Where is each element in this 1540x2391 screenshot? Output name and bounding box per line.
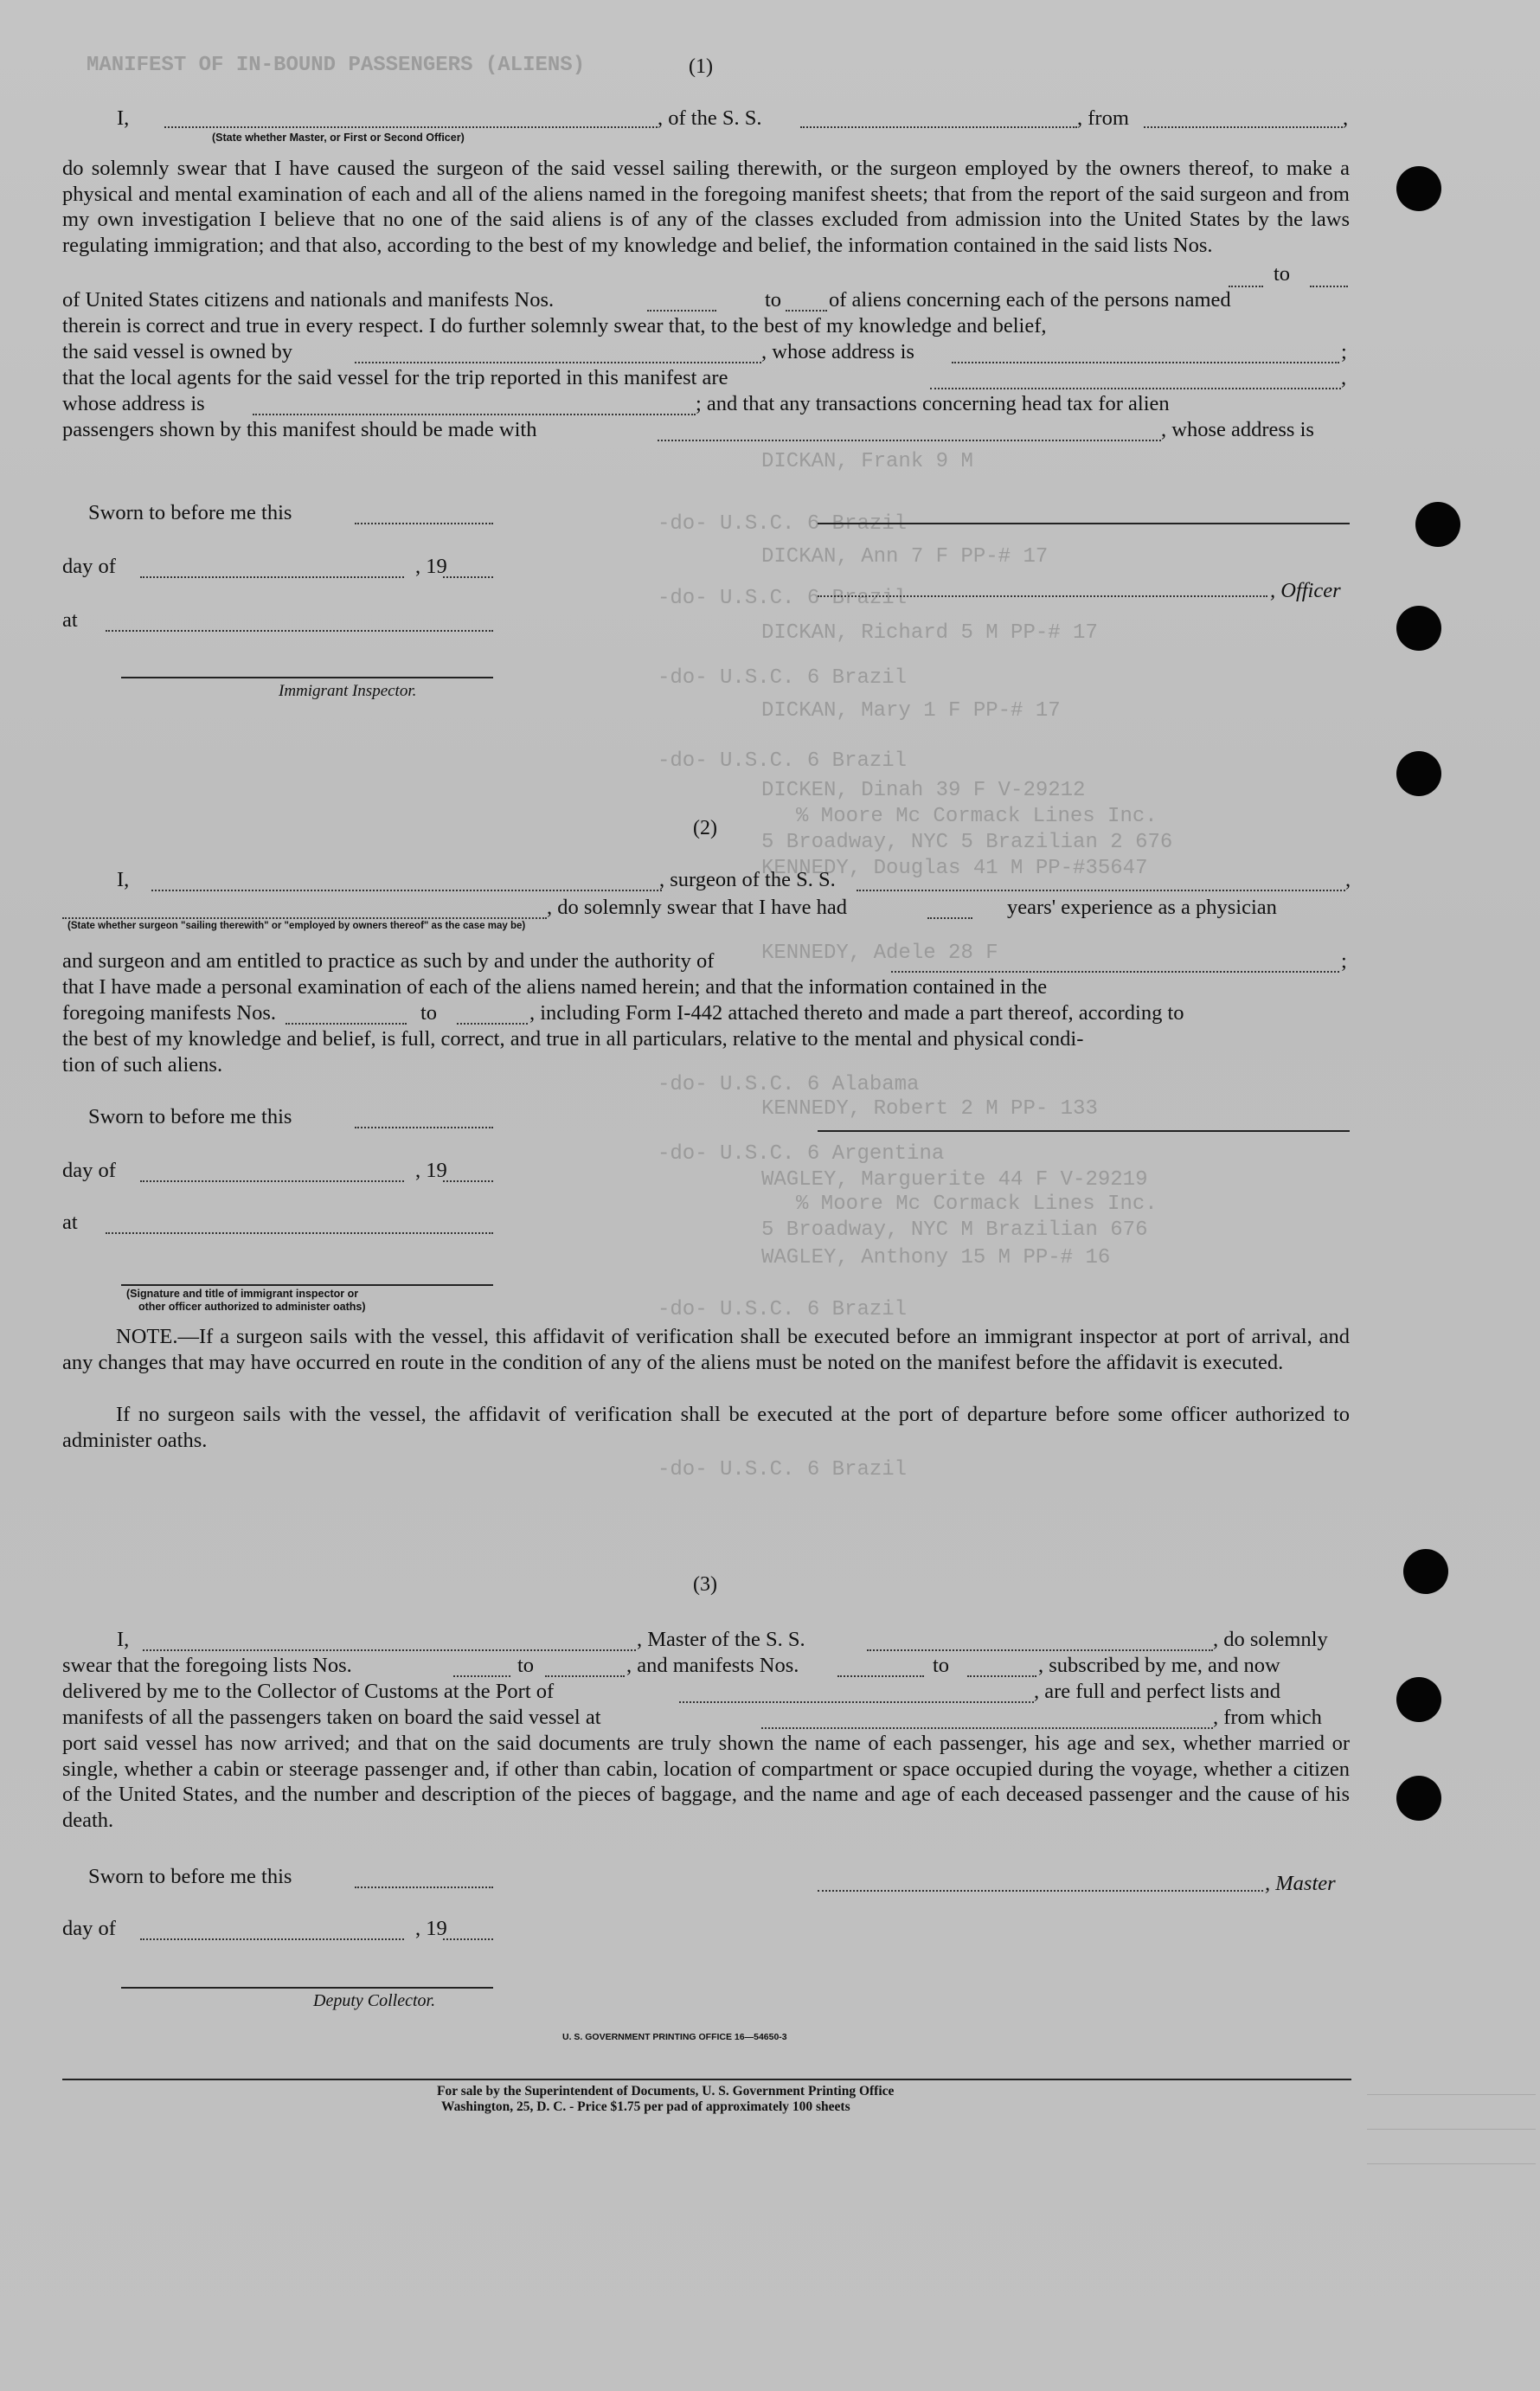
blank-manifest-to[interactable] [786,310,827,312]
label: passengers shown by this manifest should be made with [62,418,537,441]
label: I, [117,868,130,891]
officer-signature-line[interactable] [818,523,1350,524]
bleed-row: -do- U.S.C. 6 Alabama [658,1073,920,1096]
surgeon-signature-line[interactable] [818,1130,1350,1132]
label: , from which [1213,1706,1322,1729]
label: I, [117,106,130,130]
bleed-row: WAGLEY, Marguerite 44 F V-29219 [761,1168,1148,1192]
binder-hole [1396,606,1441,651]
label: that I have made a personal examination of each of the aliens named herein; and that the information contained in the [62,975,1048,999]
section-number: (3) [693,1573,717,1596]
sworn-label: Sworn to before me this [88,501,292,524]
blank-at-2[interactable] [106,1232,493,1234]
label: I, [117,1628,130,1651]
bleed-row: -do- U.S.C. 6 Brazil [658,666,908,690]
blank-vessel-2[interactable] [857,890,1345,891]
label: ; [1341,949,1347,973]
label: ; and that any transactions concerning head tax for alien [696,392,1170,415]
bleed-stamp: MANIFEST OF IN-BOUND PASSENGERS (ALIENS) [87,54,586,77]
blank-lists-to[interactable] [545,1675,625,1677]
label: and surgeon and am entitled to practice as such by and under the authority of [62,949,715,973]
label: to [420,1001,438,1025]
label: , from [1077,106,1129,130]
section-number: (1) [689,55,713,78]
label: the best of my knowledge and belief, is full, correct, and true in all particulars, relative to the mental and physical condi- [62,1027,1084,1051]
label: , and manifests Nos. [626,1654,799,1677]
label: foregoing manifests Nos. [62,1001,276,1025]
label: to [1274,262,1291,286]
label: to [933,1654,950,1677]
bleed-row: DICKAN, Ann 7 F PP-# 17 [761,545,1049,569]
blank-from[interactable] [1144,126,1343,128]
bleed-row: 5 Broadway, NYC 5 Brazilian 2 676 [761,831,1173,854]
bleed-row: % Moore Mc Cormack Lines Inc. [796,1192,1158,1216]
section-number: (2) [693,817,717,839]
blank-at[interactable] [106,630,493,632]
bleed-row: DICKAN, Frank 9 M [761,450,973,473]
label: , whose address is [761,340,914,363]
bleed-rule [1367,2129,1536,2130]
year-label: 19 [426,1917,447,1940]
blank-year-2[interactable] [443,1180,493,1182]
blank-list-to[interactable] [1310,286,1348,287]
blank-day-3[interactable] [140,1938,404,1940]
officer-label: , Officer [1270,579,1341,602]
label: of United States citizens and nationals and manifests Nos. [62,288,555,312]
caption: other officer authorized to administer oaths) [138,1301,366,1313]
day-of-label: day of [62,555,116,578]
label: tion of such aliens. [62,1053,223,1077]
bleed-row: KENNEDY, Adele 28 F [761,942,998,965]
label: therein is correct and true in every respect. I do further solemnly swear that, to the best of my knowledge and belief, [62,314,1047,337]
label: , do solemnly [1213,1628,1328,1651]
bleed-row: KENNEDY, Douglas 41 M PP-#35647 [761,857,1148,880]
sale-notice-2: Washington, 25, D. C. - Price $1.75 per pad of approximately 100 sheets [441,2099,850,2114]
blank-day-2[interactable] [140,1180,404,1182]
label: , do solemnly swear that I have had [547,896,847,919]
label: to [517,1654,535,1677]
label: , including Form I-442 attached thereto and made a part thereof, according to [529,1001,1184,1025]
blank-vessel[interactable] [800,126,1077,128]
blank-surgeon-status[interactable] [62,917,547,919]
blank-manifests-to-3[interactable] [967,1675,1036,1677]
blank-owner-address[interactable] [952,362,1339,363]
blank-year[interactable] [443,576,493,578]
blank-authority[interactable] [891,971,1339,973]
binder-hole [1396,1677,1441,1722]
bleed-row: % Moore Mc Cormack Lines Inc. [796,805,1158,828]
footer-rule [62,2079,1351,2080]
blank-sworn-date-3[interactable] [355,1886,493,1888]
gpo-imprint: U. S. GOVERNMENT PRINTING OFFICE 16—54650-3 [562,2032,787,2042]
oath-paragraph: do solemnly swear that I have caused the surgeon of the said vessel sailing therewith, or the surgeon employed by the owners thereof, to make a physical and mental examination of each and all of the aliens named in the foregoing manifest sheets; that from the report of the said surgeon and from my own investigation I believe that no one of the said aliens is of any of the classes excluded from admission into the United States by the laws regulating immigration; and that also, according to the best of my knowledge and belief, the information contained in the said lists Nos. [62,157,1350,257]
bleed-row: -do- U.S.C. 6 Brazil [658,1458,908,1482]
blank-agents[interactable] [930,388,1341,389]
binder-hole [1415,502,1460,547]
caption: (State whether Master, or First or Second Officer) [212,132,465,144]
binder-hole [1396,1776,1441,1821]
blank-head-tax[interactable] [658,440,1161,441]
blank-list-no[interactable] [1229,286,1263,287]
bleed-row: -do- U.S.C. 6 Brazil [658,512,908,536]
label: manifests of all the passengers taken on board the said vessel at [62,1706,601,1729]
label: , whose address is [1161,418,1314,441]
bleed-row: KENNEDY, Robert 2 M PP- 133 [761,1097,1098,1121]
blank-sworn-date-2[interactable] [355,1127,493,1128]
binder-hole [1396,751,1441,796]
label: swear that the foregoing lists Nos. [62,1654,352,1677]
caption: (State whether surgeon "sailing therewith" or "employed by owners thereof" as the case may be) [67,921,526,931]
bleed-row: -do- U.S.C. 6 Brazil [658,1298,908,1321]
at-label: at [62,1211,78,1234]
sworn-label: Sworn to before me this [88,1105,292,1128]
inspector-label: Immigrant Inspector. [279,682,417,700]
bleed-row: WAGLEY, Anthony 15 M PP-# 16 [761,1246,1111,1269]
blank-master-3[interactable] [143,1649,636,1651]
deputy-label: Deputy Collector. [313,1991,436,2010]
label: of aliens concerning each of the persons named [829,288,1231,312]
blank-manifests-from[interactable] [286,1023,407,1025]
blank-manifests-from-3[interactable] [837,1675,924,1677]
bleed-row: 5 Broadway, NYC M Brazilian 676 [761,1218,1148,1242]
day-of-label: day of [62,1917,116,1940]
label: years' experience as a physician [1007,896,1277,919]
bleed-row: -do- U.S.C. 6 Argentina [658,1142,945,1166]
bleed-row: -do- U.S.C. 6 Brazil [658,587,908,610]
label: , subscribed by me, and now [1038,1654,1280,1677]
master-label: , Master [1265,1872,1336,1895]
master-signature-line[interactable] [818,1890,1263,1892]
label: , of the S. S. [658,106,762,130]
blank-vessel-3[interactable] [867,1649,1213,1651]
blank-master[interactable] [164,126,658,128]
bleed-row: DICKAN, Richard 5 M PP-# 17 [761,621,1098,645]
bleed-rule [1367,2163,1536,2164]
master-oath-paragraph: port said vessel has now arrived; and that on the said documents are truly shown the name of each passenger, his age and sex, whether married or single, whether a cabin or steerage passenger and, if other than cabin, location of compartment or space occupied during the voyage, whether a citizen of the United States, and the number and description of the pieces of baggage, and the name and age of each deceased passenger and the cause of his death. [62,1732,1350,1832]
inspector-signature-line-2[interactable] [121,1284,493,1286]
blank-owner[interactable] [355,362,761,363]
blank-agent-address[interactable] [253,414,696,415]
binder-hole [1396,166,1441,211]
label: delivered by me to the Collector of Customs at the Port of [62,1680,555,1703]
day-of-label: day of [62,1159,116,1182]
deputy-signature-line[interactable] [121,1987,493,1989]
binder-hole [1403,1549,1448,1594]
blank-lists-from[interactable] [453,1675,510,1677]
blank-port[interactable] [679,1701,1034,1703]
bleed-row: -do- U.S.C. 6 Brazil [658,749,908,773]
bleed-row: DICKAN, Mary 1 F PP-# 17 [761,699,1061,723]
label: to [765,288,782,312]
label: whose address is [62,392,205,415]
note-paragraph-1: NOTE.—If a surgeon sails with the vessel, this affidavit of verification shall be executed before an immigrant inspector at port of arrival, and any changes that may have occurred en route in the condition of any of the aliens must be noted on the manifest before the affidavit is executed. [62,1325,1350,1374]
label: , are full and perfect lists and [1034,1680,1281,1703]
blank-year-3[interactable] [443,1938,493,1940]
blank-manifests-to[interactable] [457,1023,528,1025]
blank-port-embarked[interactable] [761,1727,1213,1729]
blank-years[interactable] [927,917,972,919]
label: ; [1341,340,1347,363]
blank-day[interactable] [140,576,404,578]
label: the said vessel is owned by [62,340,293,363]
bleed-rule [1367,2094,1536,2095]
label: , Master of the S. S. [637,1628,805,1651]
manifest-affidavit-page: MANIFEST OF IN-BOUND PASSENGERS (ALIENS) DICKAN, Frank 9 M -do- U.S.C. 6 Brazil DICKAN, Ann 7 F PP-# 17 -do- U.S.C. 6 Brazil DICKAN, Richard 5 M PP-# 17 -do- U.S.C. 6 Brazil DICKAN, Mary 1 F PP-# 17 -do- U.S.C. 6 Brazil DICKEN, Dinah 39 F V-29212 % Moore Mc Cormack Lines Inc. 5 Broadway, NYC 5 Brazilian 2 676 KENNEDY, Douglas 41 M PP-#35647 KENNEDY, Adele 28 F -do- U.S.C. 6 Alabama KENNEDY, Robert 2 M PP- 133 -do- U.S.C. 6 Argentina WAGLEY, Marguerite 44 F V-29219 % Moore Mc Cormack Lines Inc. 5 Broadway, NYC M Brazilian 676 WAGLEY, Anthony 15 M PP-# 16 -do- U.S.C. 6 Brazil -do- U.S.C. 6 Brazil (1) I, , of the S. S. , from , (State whether Master, or First or Second Officer) do solemnly swear that I have caused the surgeon of the said vessel sailing therewith, or the surgeon employed by the owners thereof, to make a physical and mental examination of each and all of the aliens named in the foregoing manifest sheets; that from the report of the said surgeon and from my own investigation I believe that no one of the said aliens is of any of the classes excluded from admission into the United States by the laws regulating immigration; and that also, according to the best of my knowledge and belief, the information contained in the said lists Nos. to of United States citizens and nationals and manifests Nos. to of aliens concerning each of the persons named therein is correct and true in every respect. I do further solemnly swear that, to the best of my knowledge and belief, the said vessel is owned by , whose address is ; that the local agents for the said vessel for the trip reported in this manifest are , whose address is ; and that any transactions concerning head tax for alien passengers shown by this manifest should be made with , whose address is Sworn to before me this day of , 19 , Officer at Immigrant Inspector. (2) I, , surgeon of the S. S. , , do solemnly swear that I have had years' experience as a physician (State whether surgeon "sailing therewith" or "employed by owners thereof" as the case may be) and surgeon and am entitled to practice as such by and under the authority of ; that I have made a personal examination of each of the aliens named herein; and that the information contained in the foregoing manifests Nos. to , including Form I-442 attached thereto and made a part thereof, according to the best of my knowledge and belief, is full, correct, and true in all particulars, relative to the mental and physical condi- tion of such aliens. Sworn to before me this day of , 19 at (Signature and title of immigrant inspector or other officer authorized to administer oaths) NOTE.—If a surgeon sails with the vessel, this affidavit of verification shall be executed before an immigrant inspector at port of arrival, and any changes that may have occurred en route in the condition of any of the aliens must be noted on the manifest before the affidavit is executed. If no surgeon sails with the vessel, the affidavit of verification shall be executed at the port of departure before some officer authorized to administer oaths. (3) I, , Master of the S. S. , do solemnly swear that the foregoing lists Nos. to , and manifests Nos. to , subscribed by me, and now delivered by me to the Collector of Customs at the Port of , are full and perfect lists and manifests of all the passengers taken on board the said vessel at , from which port said vessel has now arrived; and that on the said documents are truly shown the name of each passenger, his age and sex, whether married or single, whether a cabin or steerage passenger and, if other than cabin, location of compartment or space occupied during the voyage, whether a citizen of the United States, and the number and description of the pieces of baggage, and the name and age of each deceased passenger and the cause of his death. Sworn to before me this , Master day of , 19 Deputy Collector. U. S. GOVERNMENT PRINTING OFFICE 16—54650-3 For sale by the Superintendent of Documents, U. S. Government Printing Office Washington, 25, D. C. - Price $1.75 per pad of approximately 100 sheets [0,0,1540,2391]
year-label: 19 [426,1159,447,1182]
bleed-row: DICKEN, Dinah 39 F V-29212 [761,779,1086,802]
label: that the local agents for the said vessel for the trip reported in this manifest are [62,366,728,389]
sworn-label: Sworn to before me this [88,1865,292,1888]
label: , [1341,366,1347,389]
blank-surgeon[interactable] [151,890,662,891]
note-paragraph-2: If no surgeon sails with the vessel, the affidavit of verification shall be executed at the port of departure before some officer authorized to administer oaths. [62,1403,1350,1452]
year-label: 19 [426,555,447,578]
blank-officer[interactable] [818,595,1267,597]
at-label: at [62,608,78,632]
caption: (Signature and title of immigrant inspector or [126,1288,359,1300]
label: , surgeon of the S. S. [659,868,836,891]
blank-manifest-no[interactable] [647,310,716,312]
blank-sworn-date[interactable] [355,523,493,524]
sale-notice-1: For sale by the Superintendent of Documents, U. S. Government Printing Office [437,2084,895,2099]
